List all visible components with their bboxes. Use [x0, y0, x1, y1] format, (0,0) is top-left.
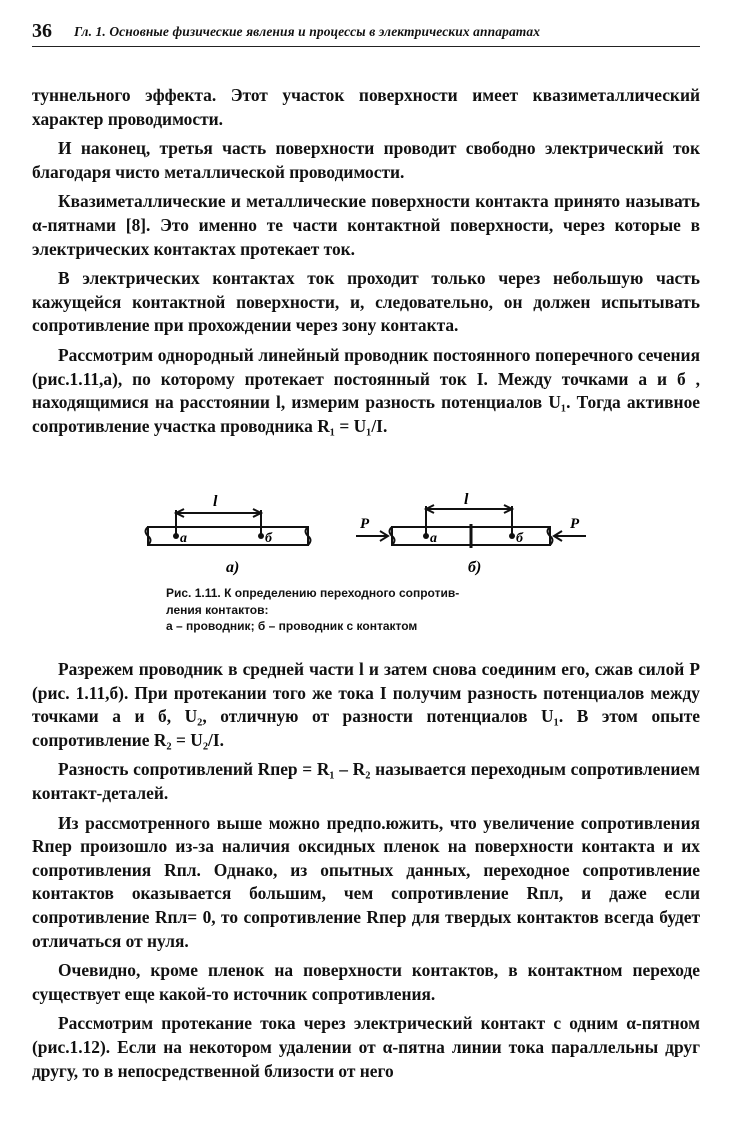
force-left-label: P — [360, 516, 370, 532]
length-label-a: l — [213, 493, 218, 510]
point-a-marker — [423, 533, 429, 539]
paragraph: И наконец, третья часть поверхности проводит свободно электрический ток благодаря чисто металлической проводимости. — [32, 138, 700, 182]
force-right-label: P — [570, 516, 580, 532]
point-a-marker — [173, 533, 179, 539]
paragraph: Разрежем проводник в средней части l и затем снова соединим его, сжав силой P (рис. 1.11,б). При протекании того же тока I получим разность потенциалов между точками а и б, U₂, отличную от разности потенциалов U₁. В этом опыте сопротивление R₂ = U₂/I. — [32, 659, 700, 750]
caption-line: ления контактов: — [166, 602, 269, 617]
paragraph: Из рассмотренного выше можно предпо.южить, что увеличение сопротивления Rпер произошло из-за наличия оксидных пленок на поверхности контакта и их сопротивления Rпл. Однако, из опытных данных, переходное сопротивление контактов оказывается большим, чем сопротивление Rпл, и даже если сопротивление Rпл= 0, то сопротивление Rпер для твердых контактов всегда будет отличаться от нуля. — [32, 812, 700, 951]
text-block-bottom — [32, 658, 700, 1089]
page-header — [32, 18, 700, 47]
text-block-top — [32, 84, 700, 444]
page-number: 36 — [32, 20, 52, 42]
subfigure-b-label: б) — [468, 559, 482, 576]
paragraph: туннельного эффекта. Этот участок поверхности имеет квазиметаллический характер проводимости. — [32, 85, 700, 129]
caption-line: а – проводник; б – проводник с контактом — [166, 619, 418, 633]
point-b-marker — [509, 533, 515, 539]
conductor-b — [356, 505, 586, 548]
subfigure-a-label: а) — [226, 559, 240, 576]
point-b-marker — [258, 533, 264, 539]
figure-caption — [166, 585, 586, 635]
point-a-label: a — [430, 531, 437, 546]
caption-line: Рис. 1.11. К определению переходного сопротив- — [166, 586, 460, 600]
point-b-label: б — [265, 531, 272, 546]
paragraph: В электрических контактах ток проходит только через небольшую часть кажущейся контактной поверхности, и, следовательно, он должен испытывать сопротивление при прохождении через зону контакта. — [32, 268, 700, 336]
length-label-b: l — [464, 492, 469, 508]
paragraph: Квазиметаллические и металлические поверхности контакта принято называть α-пятнами [8]. Это именно те части контактной поверхности, через которые в электрических контактах протекает ток. — [32, 191, 700, 259]
paragraph: Рассмотрим однородный линейный проводник постоянного поперечного сечения (рис.1.11,а), по которому протекает постоянный ток I. Между точками а и б , находящимися на расстоянии l, измерим разность потенциалов U₁. Тогда активное сопротивление участка проводника R₁ = U₁/I. — [32, 344, 700, 436]
paragraph: Очевидно, кроме пленок на поверхности контактов, в контактном переходе существует еще какой-то источник сопротивления. — [32, 960, 700, 1004]
running-head: Гл. 1. Основные физические явления и процессы в электрических аппаратах — [74, 24, 541, 39]
figure-drawing — [130, 492, 600, 582]
conductor-a — [146, 509, 311, 545]
point-b-label: б — [516, 531, 523, 546]
paragraph: Разность сопротивлений Rпер = R₁ – R₂ называется переходным сопротивлением контакт-деталей. — [32, 759, 700, 803]
paragraph: Рассмотрим протекание тока через электрический контакт с одним α-пятном (рис.1.12). Если на некотором удалении от α-пятна линии тока параллельны друг другу, то в непосредственной близости от него — [32, 1013, 700, 1081]
point-a-label: a — [180, 531, 187, 546]
